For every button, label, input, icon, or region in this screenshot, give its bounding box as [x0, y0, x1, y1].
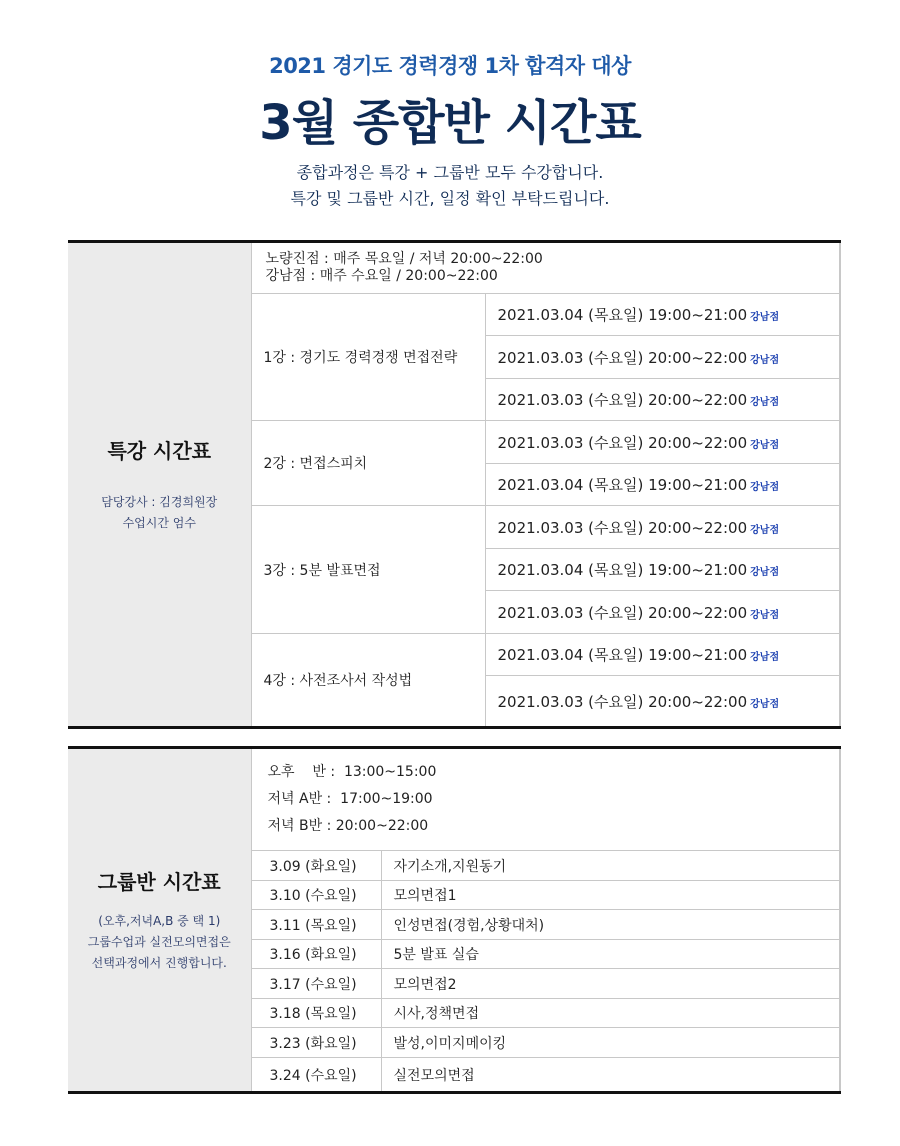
session-location: 강남점: [750, 397, 780, 408]
special-side-panel: [68, 242, 251, 728]
group-info-note: 선택과정에서 진행합니다.: [91, 956, 227, 970]
group-row-date: 3.17 (수요일): [251, 969, 381, 999]
group-section-title: 그룹반 시간표: [97, 870, 221, 894]
session-datetime: 2021.03.03 (수요일) 20:00~22:00: [497, 692, 748, 711]
group-row-date: 3.11 (목요일): [251, 910, 381, 940]
location-info-line: 노량진점 : 매주 목요일 / 저녁 20:00~22:00: [265, 251, 543, 267]
group-row-date: 3.16 (화요일): [251, 940, 381, 969]
session-location: 강남점: [750, 698, 780, 710]
special-section-title: 특강 시간표: [107, 439, 212, 463]
description-line: 특강 및 그룹반 시간, 일정 확인 부탁드립니다.: [290, 189, 610, 208]
group-row-topic: 시사,정책면접: [381, 999, 840, 1028]
session-date: [485, 336, 840, 379]
lecture-name: 3강 : 5분 발표면접: [251, 506, 485, 634]
group-row-date: 3.23 (화요일): [251, 1028, 381, 1058]
group-row-topic: 모의면접1: [381, 881, 840, 910]
group-info-note: 그룹수업과 실전모의면접은: [87, 935, 231, 949]
session-location: 강남점: [750, 312, 780, 323]
session-datetime: 2021.03.03 (수요일) 20:00~22:00: [497, 603, 748, 622]
session-location: 강남점: [750, 652, 780, 663]
session-datetime: 2021.03.04 (목요일) 19:00~21:00: [497, 306, 748, 324]
session-datetime: 2021.03.04 (목요일) 19:00~21:00: [497, 646, 748, 664]
lecture-name: 1강 : 경기도 경력경쟁 면접전략: [251, 294, 485, 421]
session-datetime: 2021.03.04 (목요일) 19:00~21:00: [497, 561, 748, 579]
lecture-name: 4강 : 사전조사서 작성법: [251, 634, 485, 728]
group-row-date: 3.09 (화요일): [251, 851, 381, 881]
session-datetime: 2021.03.04 (목요일) 19:00~21:00: [497, 476, 748, 494]
session-date: [485, 294, 840, 336]
description-line: 종합과정은 특강 + 그룹반 모두 수강합니다.: [296, 163, 604, 182]
special-time-note: 수업시간 엄수: [122, 516, 196, 530]
session-location: 강남점: [750, 354, 780, 366]
special-instructor-note: 담당강사 : 김경희원장: [101, 495, 218, 509]
session-location: 강남점: [750, 482, 780, 493]
session-date: [485, 379, 840, 421]
group-time-line: 저녁 B반 : 20:00~22:00: [267, 818, 429, 834]
session-date: [485, 591, 840, 634]
group-row-date: 3.18 (목요일): [251, 999, 381, 1028]
group-time-line: 저녁 A반 : 17:00~19:00: [267, 791, 433, 807]
group-row-topic: 실전모의면접: [381, 1058, 840, 1093]
session-datetime: 2021.03.03 (수요일) 20:00~22:00: [497, 348, 748, 367]
special-lecture-table: [68, 240, 841, 729]
group-row-date: 3.24 (수요일): [251, 1058, 381, 1093]
lecture-name: 2강 : 면접스피치: [251, 421, 485, 506]
group-side-panel: [68, 748, 251, 1093]
session-location: 강남점: [750, 524, 780, 536]
group-row-topic: 발성,이미지메이킹: [381, 1028, 840, 1058]
location-info-line: 강남점 : 매주 수요일 / 20:00~22:00: [265, 268, 498, 284]
session-location: 강남점: [750, 567, 780, 578]
group-choice-note: (오후,저녁A,B 중 택 1): [98, 914, 221, 928]
group-row-topic: 5분 발표 실습: [381, 940, 840, 969]
session-datetime: 2021.03.03 (수요일) 20:00~22:00: [497, 433, 748, 452]
session-location: 강남점: [750, 609, 780, 621]
page-title: 3월 종합반 시간표: [259, 95, 641, 151]
group-time-info: [251, 748, 840, 851]
group-time-line: 오후 반 : 13:00~15:00: [267, 764, 437, 780]
session-datetime: 2021.03.03 (수요일) 20:00~22:00: [497, 391, 748, 409]
session-date: [485, 634, 840, 676]
page-description: [0, 160, 900, 212]
session-date: [485, 676, 840, 728]
session-date: [485, 506, 840, 549]
group-row-topic: 모의면접2: [381, 969, 840, 999]
page-subtitle: 2021 경기도 경력경쟁 1차 합격자 대상: [269, 54, 631, 78]
session-date: [485, 464, 840, 506]
special-location-info: [251, 242, 840, 294]
session-datetime: 2021.03.03 (수요일) 20:00~22:00: [497, 518, 748, 537]
group-row-date: 3.10 (수요일): [251, 881, 381, 910]
group-row-topic: 자기소개,지원동기: [381, 851, 840, 881]
group-row-topic: 인성면접(경험,상황대처): [381, 910, 840, 940]
group-class-table: [68, 746, 841, 1094]
session-date: [485, 549, 840, 591]
session-date: [485, 421, 840, 464]
session-location: 강남점: [750, 439, 780, 451]
